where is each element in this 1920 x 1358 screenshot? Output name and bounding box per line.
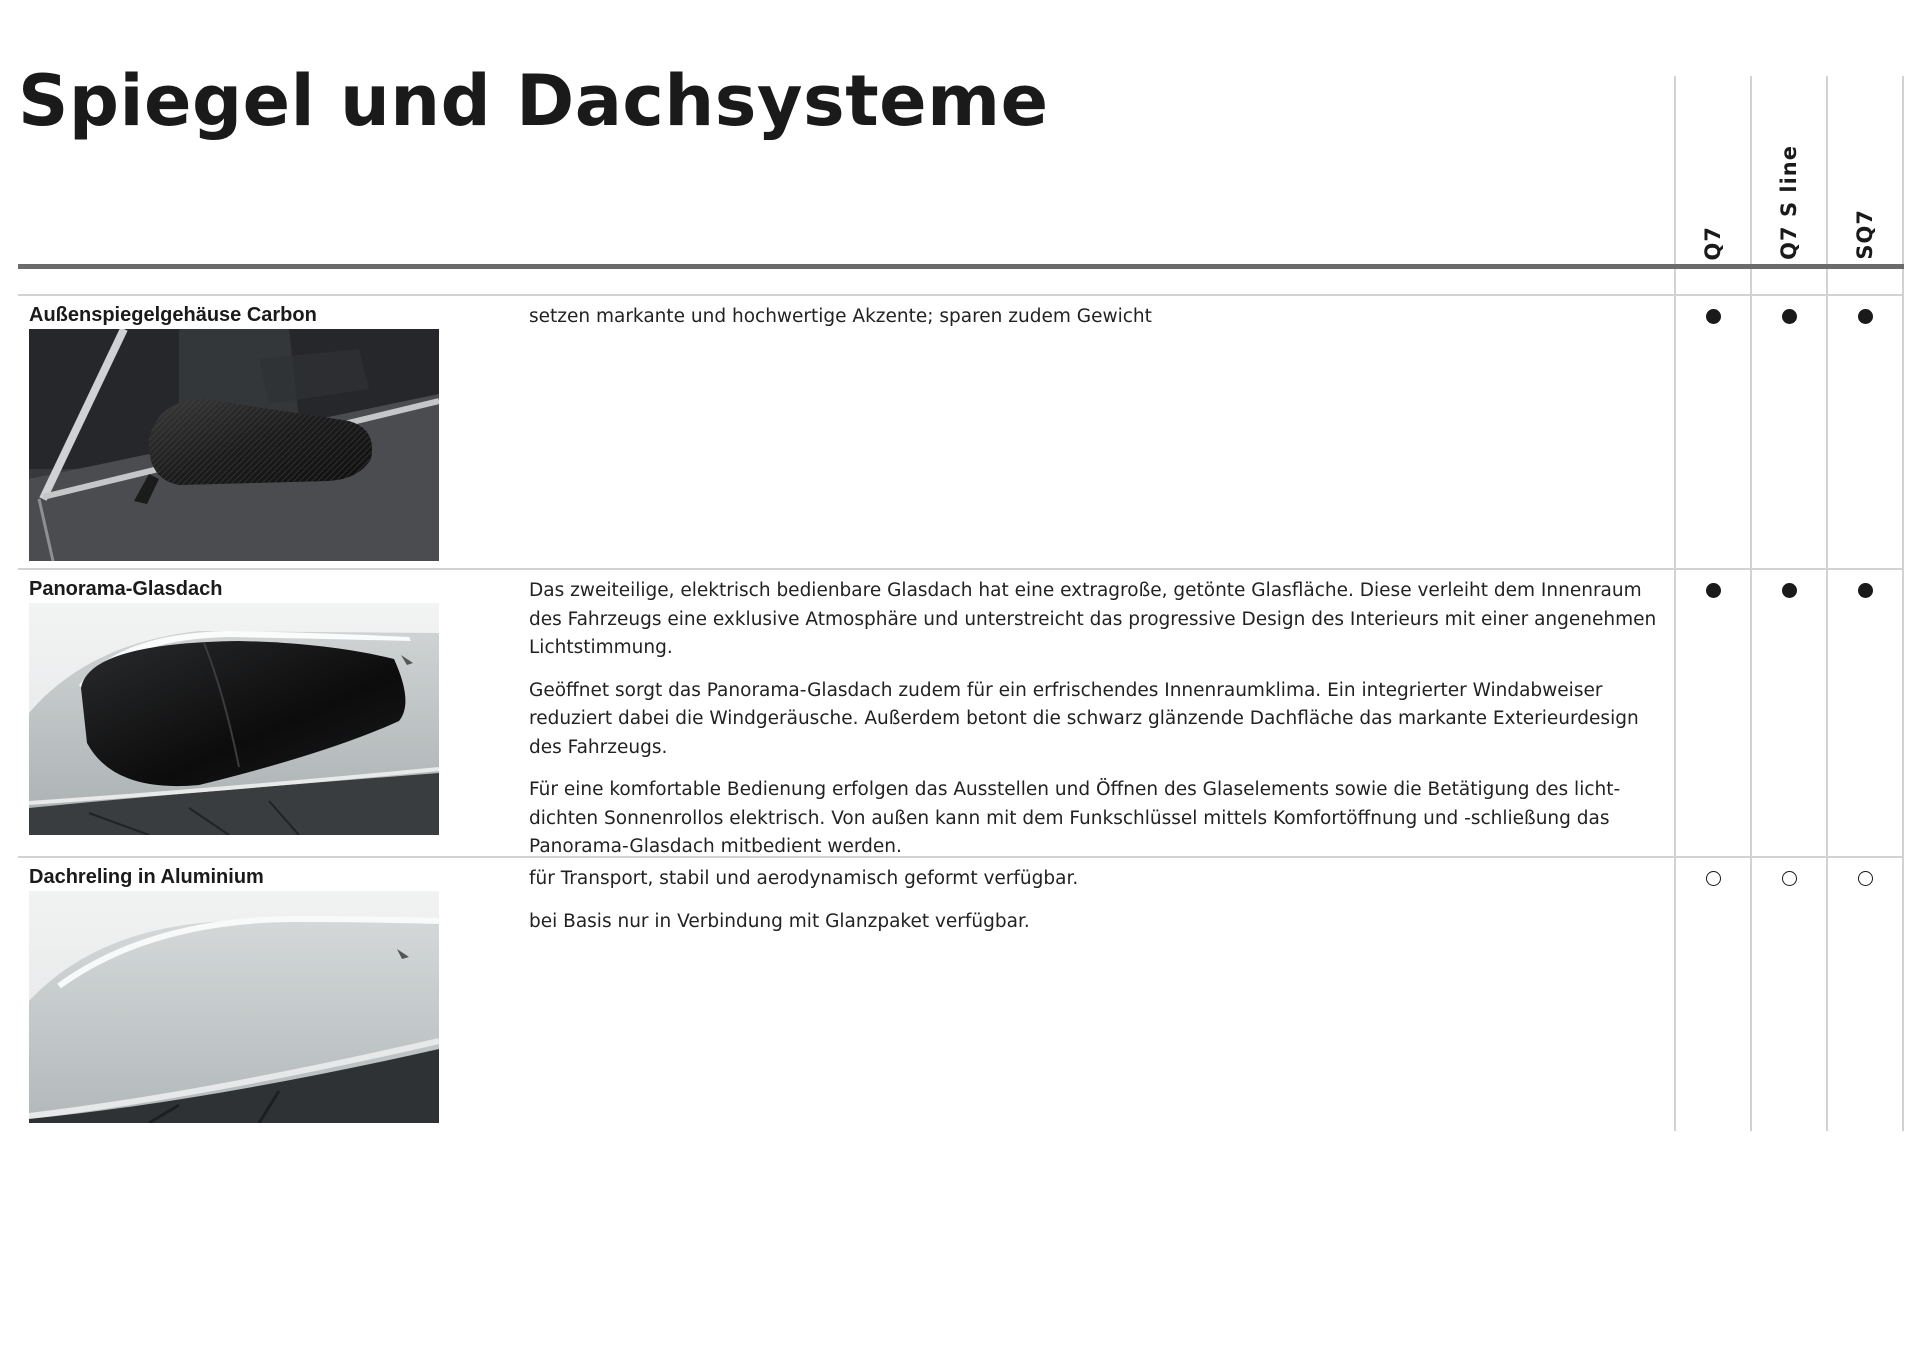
description-paragraph: bei Basis nur in Verbindung mit Glanzpaket verfügbar. — [529, 910, 1030, 932]
description-paragraph: Geöffnet sorgt das Panorama-Glasdach zudem für ein erfrischendes Innenraumklima. Ein integrierter Windabweiser reduziert dabei die Windgeräusche. Außerdem betont die schwarz glänzende Dachfläche das markante Exterieurdesign des Fahrzeugs. — [529, 679, 1639, 758]
feature-row-panorama-roof — [0, 570, 1920, 856]
carbon-mirror-image — [29, 329, 439, 561]
column-header-q7 — [1676, 140, 1750, 260]
filled-circle-icon — [1858, 309, 1873, 324]
feature-row-roof-rails — [0, 858, 1920, 1133]
filled-circle-icon — [1782, 309, 1797, 324]
feature-description — [529, 865, 1669, 950]
column-header-q7-s-line — [1752, 140, 1826, 260]
column-header-label: Q7 — [1701, 225, 1725, 260]
feature-row-mirror-carbon — [0, 296, 1920, 568]
description-paragraph: für Transport, stabil und aerodynamisch geformt verfügbar. — [529, 868, 1079, 889]
hollow-circle-icon — [1858, 871, 1873, 886]
feature-name: Außenspiegelgehäuse Carbon — [29, 304, 317, 326]
feature-name: Dachreling in Aluminium — [29, 866, 264, 888]
feature-name: Panorama-Glasdach — [29, 578, 223, 600]
filled-circle-icon — [1706, 309, 1721, 324]
hollow-circle-icon — [1706, 871, 1721, 886]
panorama-roof-image — [29, 603, 439, 835]
page-title: Spiegel und Dachsysteme — [18, 60, 1049, 142]
column-header-label: Q7 S line — [1777, 145, 1801, 260]
column-header-sq7 — [1828, 140, 1902, 260]
feature-description — [529, 303, 1669, 346]
roof-rails-image — [29, 891, 439, 1123]
hollow-circle-icon — [1782, 871, 1797, 886]
description-paragraph: setzen markante und hochwertige Akzente; sparen zudem Gewicht — [529, 306, 1152, 327]
description-paragraph: Für eine komfortable Bedienung erfolgen das Ausstellen und Öffnen des Glaselements sowie die Betätigung des licht-dichten Sonnenrollos elektrisch. Von außen kann mit dem Funkschlüssel mittels Komfortöffnung und -schließung das Panorama-Glasdach mitbedient werden. — [529, 779, 1621, 857]
feature-description — [529, 577, 1669, 876]
filled-circle-icon — [1858, 583, 1873, 598]
filled-circle-icon — [1782, 583, 1797, 598]
column-header-label: SQ7 — [1853, 209, 1877, 260]
header-rule — [18, 264, 1904, 269]
description-paragraph: Das zweiteilige, elektrisch bedienbare Glasdach hat eine extragroße, getönte Glasfläche. Diese verleiht dem Innenraum des Fahrzeugs eine exklusive Atmosphäre und unterstreicht das progressive Design des Interieurs mit einer angenehmen Lichtstimmung. — [529, 580, 1657, 658]
filled-circle-icon — [1706, 583, 1721, 598]
